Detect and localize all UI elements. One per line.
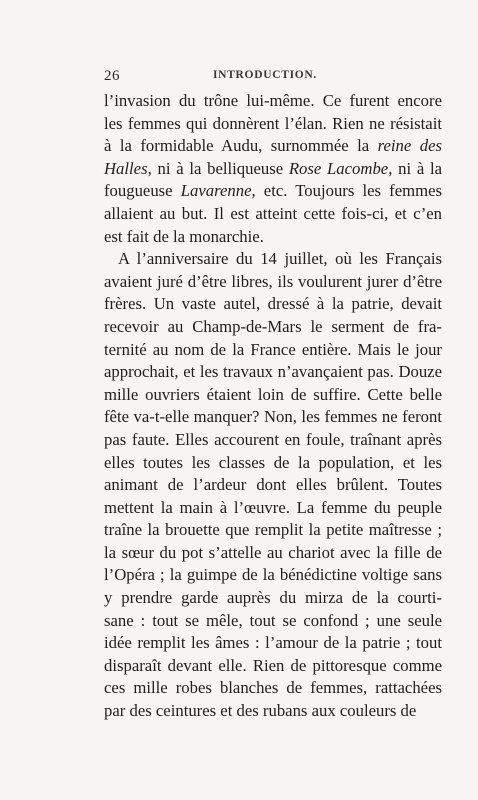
text-line	[104, 564, 442, 587]
text-line	[104, 429, 442, 452]
text-run: fougueuse	[104, 181, 181, 201]
italic-text: Rose Lacombe	[288, 158, 389, 178]
text-line	[104, 519, 442, 542]
text-run: ternité au nom de la France entière. Mais le jour	[104, 339, 442, 359]
text-run: idée remplit les âmes : l’amour de la patrie ; tout	[104, 633, 442, 653]
text-line	[104, 632, 442, 655]
text-run: par des ceintures et des rubans aux couleurs de	[104, 701, 417, 721]
text-run: approchait, et les travaux n’avançaient pas. Douze	[104, 362, 442, 382]
text-run: recevoir au Champ-de-Mars le serment de fra-	[104, 316, 442, 336]
text-line	[104, 158, 442, 181]
text-run: animant de l’ardeur dont elles brûlent. Toutes	[104, 475, 442, 495]
text-line	[104, 90, 442, 113]
text-line	[104, 113, 442, 136]
text-run: fête va-t-elle manquer? Non, les femmes ne feront	[104, 407, 442, 427]
text-line	[104, 135, 442, 158]
text-run: frères. Un vaste autel, dressé à la patrie, devait	[104, 294, 442, 314]
page-number: 26	[104, 68, 120, 84]
text-line	[104, 610, 442, 633]
text-line	[104, 361, 442, 384]
running-head	[104, 68, 442, 86]
text-run: allaient au but. Il est atteint cette fois-ci, et c’en	[104, 203, 442, 223]
text-line	[104, 677, 442, 700]
paragraph	[104, 90, 442, 248]
text-line	[104, 339, 442, 362]
text-line	[104, 226, 442, 249]
text-run: l’invasion du trône lui-même. Ce furent encore	[104, 91, 442, 110]
text-run: disparaît devant elle. Rien de pittoresque comme	[104, 655, 442, 675]
text-run: elles toutes les classes de la population, et les	[104, 452, 442, 472]
text-run: , etc. Toujours les femmes	[251, 181, 442, 201]
text-run: sane : tout se mêle, tout se confond ; une seule	[104, 610, 442, 630]
text-line	[104, 180, 442, 203]
italic-text: Lavarenne	[180, 181, 252, 201]
text-line	[104, 452, 442, 475]
text-line	[104, 542, 442, 565]
text-run: mille ouvriers étaient loin de suffire. Cette belle	[104, 384, 442, 404]
paragraph	[104, 248, 442, 722]
text-run: les femmes qui donnèrent l’élan. Rien ne résistait	[104, 113, 442, 133]
running-title: INTRODUCTION.	[213, 69, 317, 81]
text-run: la sœur du pot s’attelle au chariot avec la fille de	[104, 542, 442, 562]
text-run: A l’anniversaire du 14 juillet, où les Français	[118, 249, 442, 269]
text-run: , ni à la belliqueuse	[147, 158, 289, 178]
text-run: pas faute. Elles accourent en foule, traînant après	[104, 429, 442, 449]
text-line	[104, 655, 442, 678]
text-run: à la formidable Audu, surnommée la	[104, 136, 378, 156]
text-run: mettent la main à l’œuvre. La femme du peuple	[104, 497, 442, 517]
text-line	[104, 384, 442, 407]
italic-text: Halles	[104, 158, 148, 178]
text-run: y prendre garde auprès du mirza de la courti-	[104, 588, 442, 608]
text-line	[104, 293, 442, 316]
text-run: ces mille robes blanches de femmes, rattachées	[104, 678, 442, 698]
body-text	[104, 90, 442, 723]
text-run: , ni à la	[388, 158, 442, 178]
text-line	[104, 406, 442, 429]
text-line	[104, 203, 442, 226]
text-run: avaient juré d’être libres, ils voulurent jurer d’être	[104, 271, 442, 291]
text-line	[104, 700, 442, 723]
text-run: l’Opéra ; la guimpe de la bénédictine voltige sans	[104, 565, 442, 585]
text-run: traîne la brouette que remplit la petite maîtresse ;	[104, 520, 442, 540]
text-line	[104, 271, 442, 294]
text-run: est fait de la monarchie.	[104, 226, 264, 246]
text-line	[104, 316, 442, 339]
text-line	[104, 474, 442, 497]
text-line	[104, 497, 442, 520]
text-line	[104, 248, 442, 271]
text-line	[104, 587, 442, 610]
italic-text: reine des	[377, 136, 442, 156]
